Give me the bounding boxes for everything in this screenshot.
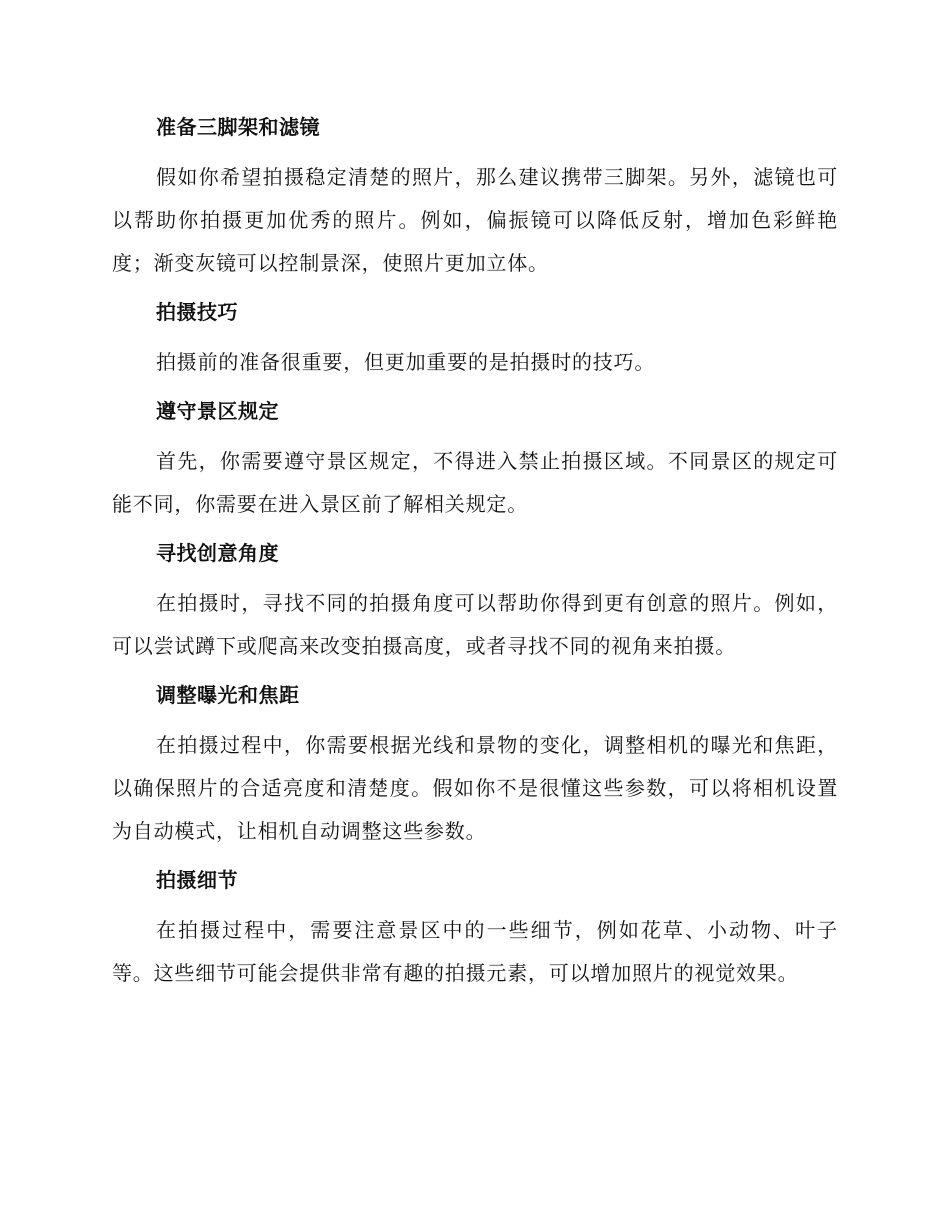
section-heading: 拍摄技巧 [156,300,238,324]
section-shooting-tips [112,295,838,384]
section-heading: 调整曝光和焦距 [156,683,300,707]
section-scenic-rules [112,394,838,526]
section-paragraph: 在拍摄过程中，你需要根据光线和景物的变化，调整相机的曝光和焦距，以确保照片的合适亮度和清楚度。假如你不是很懂这些参数，可以将相机设置为自动模式，让相机自动调整这些参数。 [112,733,838,843]
section-heading: 寻找创意角度 [156,541,279,565]
section-exposure-focus [112,678,838,853]
section-paragraph: 在拍摄过程中，需要注意景区中的一些细节，例如花草、小动物、叶子等。这些细节可能会提供非常有趣的拍摄元素，可以增加照片的视觉效果。 [112,918,838,985]
section-tripod-filters [112,110,838,285]
section-heading: 拍摄细节 [156,868,238,892]
section-paragraph: 在拍摄时，寻找不同的拍摄角度可以帮助你得到更有创意的照片。例如，可以尝试蹲下或爬高来改变拍摄高度，或者寻找不同的视角来拍摄。 [112,591,838,658]
section-paragraph: 首先，你需要遵守景区规定，不得进入禁止拍摄区域。不同景区的规定可能不同，你需要在进入景区前了解相关规定。 [112,449,838,516]
section-heading: 准备三脚架和滤镜 [156,115,320,139]
section-heading: 遵守景区规定 [156,399,279,423]
section-paragraph: 拍摄前的准备很重要，但更加重要的是拍摄时的技巧。 [156,350,656,374]
section-details [112,863,838,995]
section-creative-angles [112,536,838,668]
section-paragraph: 假如你希望拍摄稳定清楚的照片，那么建议携带三脚架。另外，滤镜也可以帮助你拍摄更加优秀的照片。例如，偏振镜可以降低反射，增加色彩鲜艳度；渐变灰镜可以控制景深，使照片更加立体。 [112,165,838,275]
